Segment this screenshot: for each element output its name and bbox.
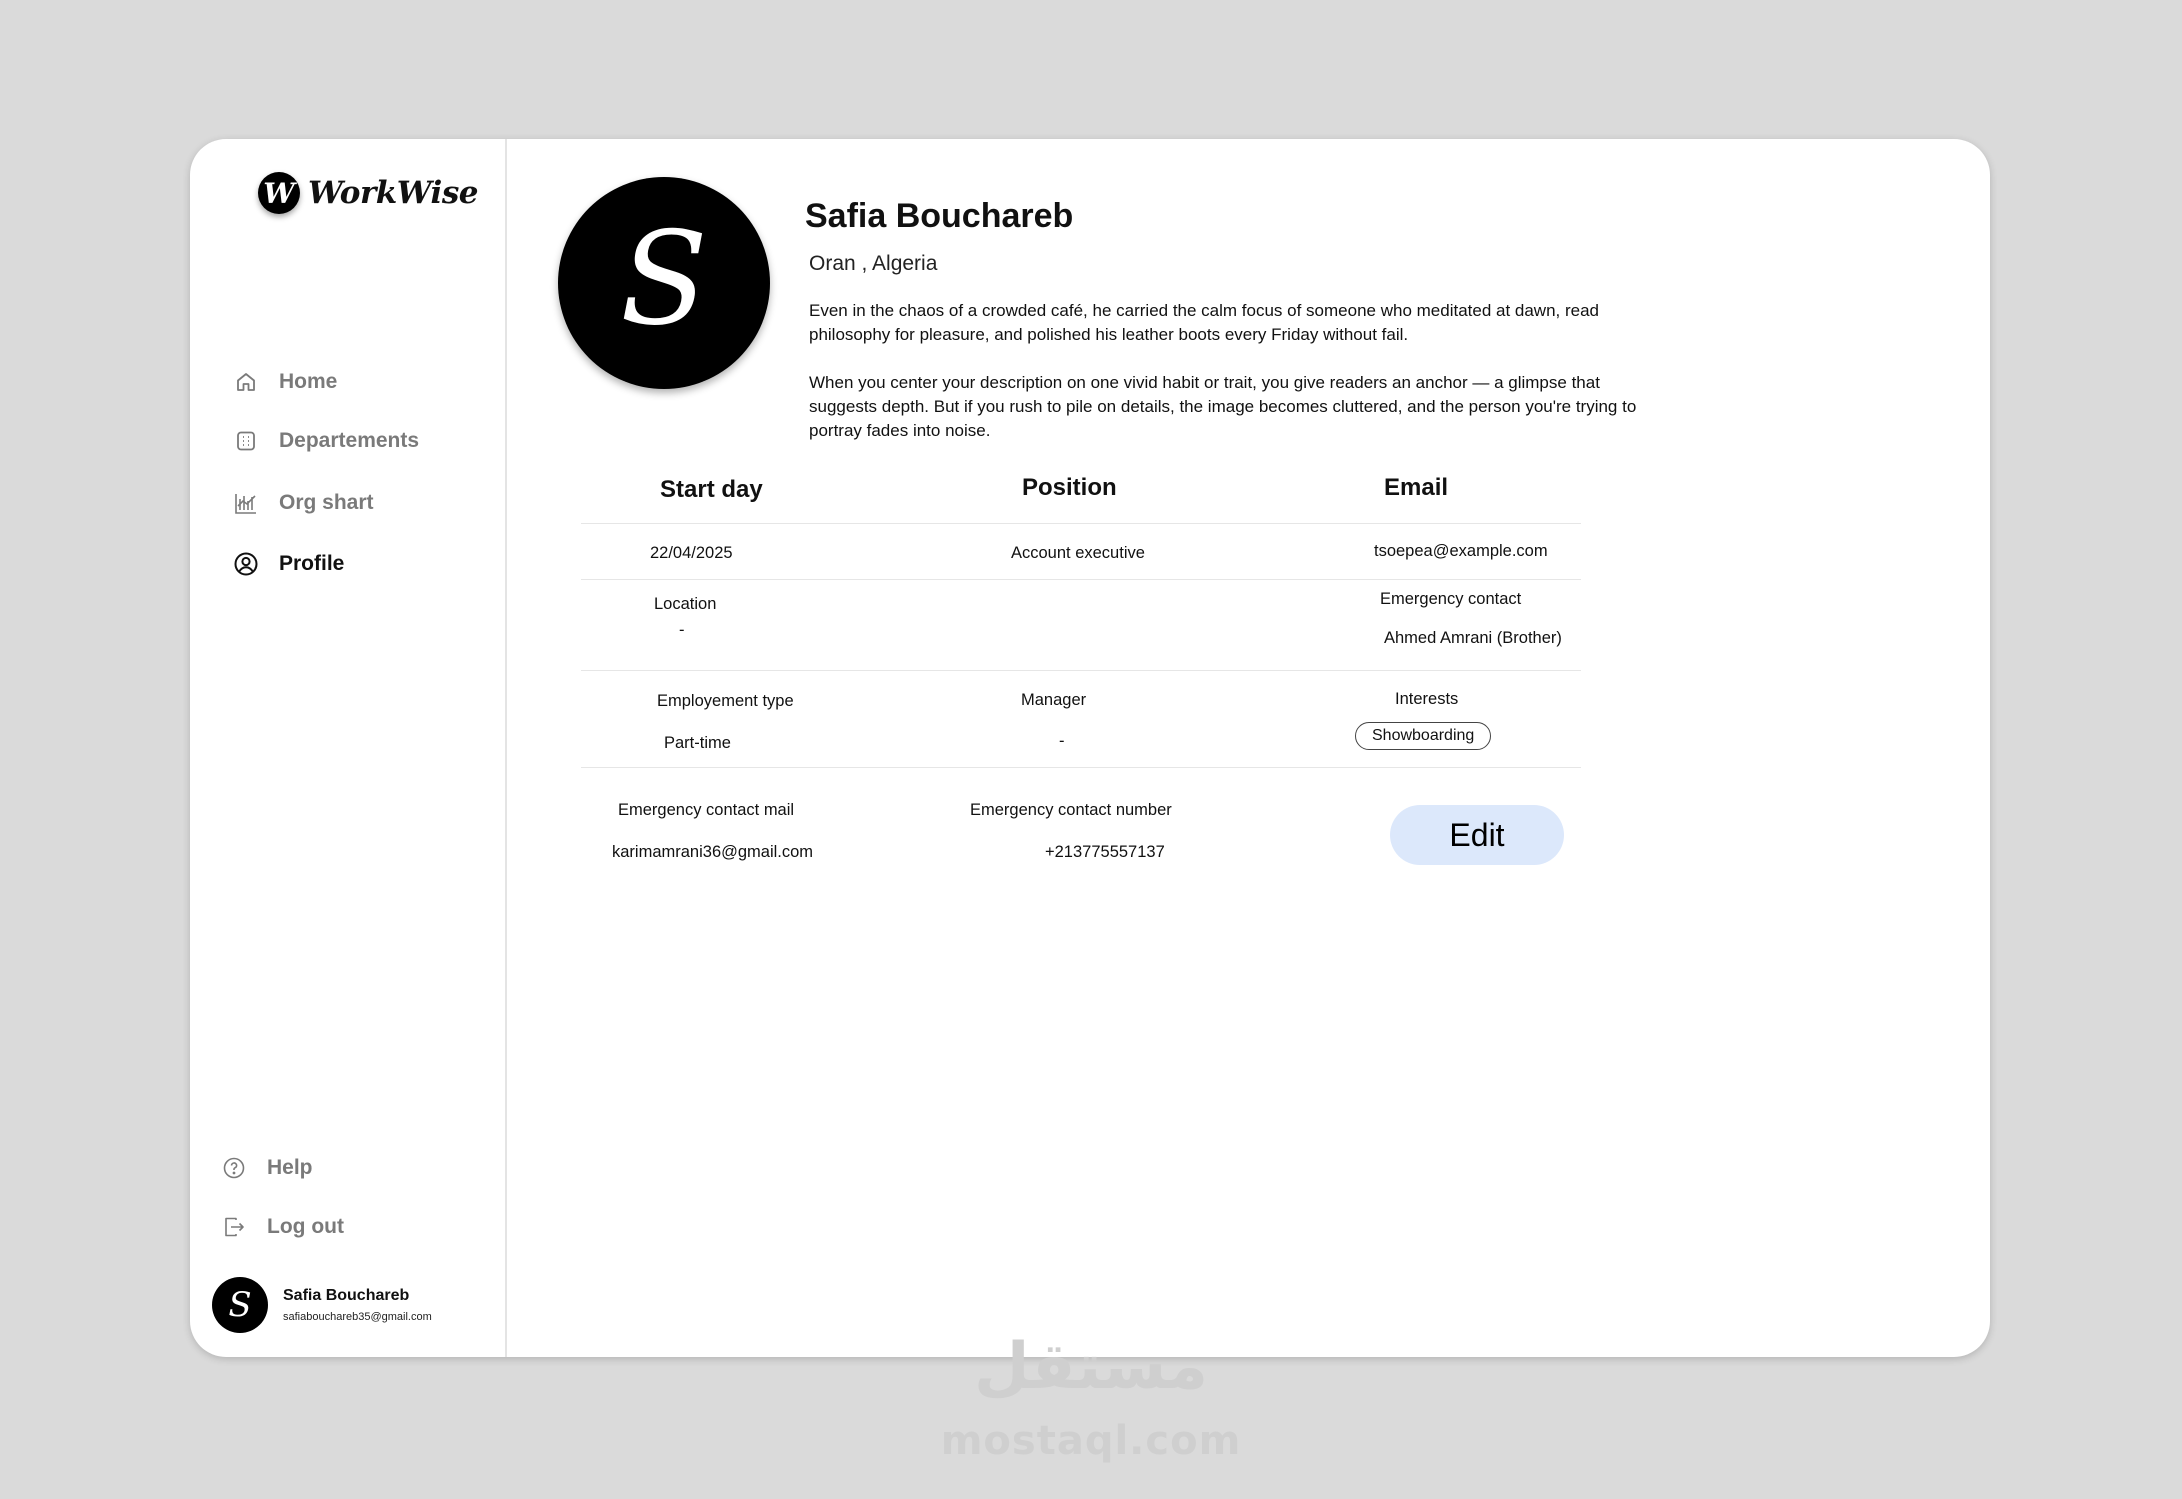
help-button[interactable] bbox=[220, 1154, 313, 1182]
email-value[interactable]: tsoepea@example.com bbox=[1374, 542, 1548, 560]
help-label: Help bbox=[267, 1156, 313, 1179]
interests-label: Interests bbox=[1395, 690, 1459, 708]
header-start-day: Start day bbox=[660, 476, 763, 503]
employment-type-value: Part-time bbox=[664, 734, 731, 752]
sidebar-item-profile[interactable] bbox=[232, 550, 344, 578]
logout-icon bbox=[220, 1213, 248, 1241]
logo-mark: W bbox=[258, 172, 300, 214]
emergency-number-value: +213775557137 bbox=[1045, 843, 1165, 861]
location-label: Location bbox=[654, 595, 717, 613]
building-icon bbox=[232, 427, 260, 455]
home-icon bbox=[232, 368, 260, 396]
header-position: Position bbox=[1022, 474, 1117, 501]
edit-button[interactable]: Edit bbox=[1390, 805, 1564, 865]
sidebar-item-label: Org shart bbox=[279, 491, 374, 514]
watermark-arabic: مستقل bbox=[973, 1330, 1209, 1404]
emergency-number-label: Emergency contact number bbox=[970, 801, 1172, 819]
divider bbox=[581, 670, 1581, 671]
svg-text:S: S bbox=[620, 208, 708, 354]
user-circle-icon bbox=[232, 550, 260, 578]
sidebar-item-departements[interactable] bbox=[232, 427, 419, 455]
app-window bbox=[190, 139, 1990, 1357]
avatar: S bbox=[212, 1277, 268, 1333]
sidebar-item-label: Departements bbox=[279, 429, 420, 452]
emergency-mail-value: karimamrani36@gmail.com bbox=[612, 843, 814, 861]
interest-tag[interactable]: Showboarding bbox=[1355, 722, 1491, 750]
divider bbox=[581, 579, 1581, 580]
user-info bbox=[283, 1287, 432, 1323]
header-email: Email bbox=[1384, 474, 1449, 501]
divider bbox=[581, 767, 1581, 768]
sidebar-item-org-chart[interactable] bbox=[232, 489, 374, 517]
position-value: Account executive bbox=[1011, 544, 1145, 562]
user-name: Safia Bouchareb bbox=[283, 1287, 410, 1304]
user-card[interactable] bbox=[212, 1277, 432, 1333]
profile-location: Oran , Algeria bbox=[809, 252, 938, 275]
manager-label: Manager bbox=[1021, 691, 1087, 709]
manager-value: - bbox=[1059, 732, 1065, 750]
user-email: safiabouchareb35@gmail.com bbox=[283, 1311, 432, 1323]
sidebar-item-label: Home bbox=[279, 370, 338, 393]
profile-name: Safia Bouchareb bbox=[805, 197, 1074, 235]
emergency-contact-value: Ahmed Amrani (Brother) bbox=[1384, 629, 1562, 647]
emergency-mail-label: Emergency contact mail bbox=[618, 801, 795, 819]
watermark-latin: mostaql.com bbox=[940, 1418, 1242, 1464]
logout-label: Log out bbox=[267, 1215, 344, 1238]
bio-paragraph: When you center your description on one vivid habit or trait, you give readers an anchor — a glimpse that suggests depth. But if you rush to pile on details, the image becomes cluttered, and the person you're trying to portray fades into noise. bbox=[809, 373, 1637, 440]
divider bbox=[581, 523, 1581, 524]
profile-avatar bbox=[558, 177, 770, 389]
help-icon bbox=[220, 1154, 248, 1182]
start-day-value: 22/04/2025 bbox=[650, 544, 733, 562]
employment-type-label: Employement type bbox=[657, 692, 794, 710]
logo[interactable] bbox=[258, 172, 478, 214]
location-value: - bbox=[679, 621, 685, 639]
sidebar bbox=[190, 139, 507, 1357]
sidebar-item-home[interactable] bbox=[232, 368, 337, 396]
bio-paragraph: Even in the chaos of a crowded café, he carried the calm focus of someone who meditated at dawn, read philosophy for pleasure, and polished his leather boots every Friday without fail. bbox=[809, 301, 1600, 344]
monogram-s-icon bbox=[589, 208, 739, 358]
logout-button[interactable] bbox=[220, 1213, 344, 1241]
sidebar-item-label: Profile bbox=[279, 552, 345, 575]
logo-text: WorkWise bbox=[308, 175, 478, 211]
emergency-contact-label: Emergency contact bbox=[1380, 590, 1522, 608]
profile-bio bbox=[809, 299, 1639, 467]
chart-icon bbox=[232, 489, 260, 517]
